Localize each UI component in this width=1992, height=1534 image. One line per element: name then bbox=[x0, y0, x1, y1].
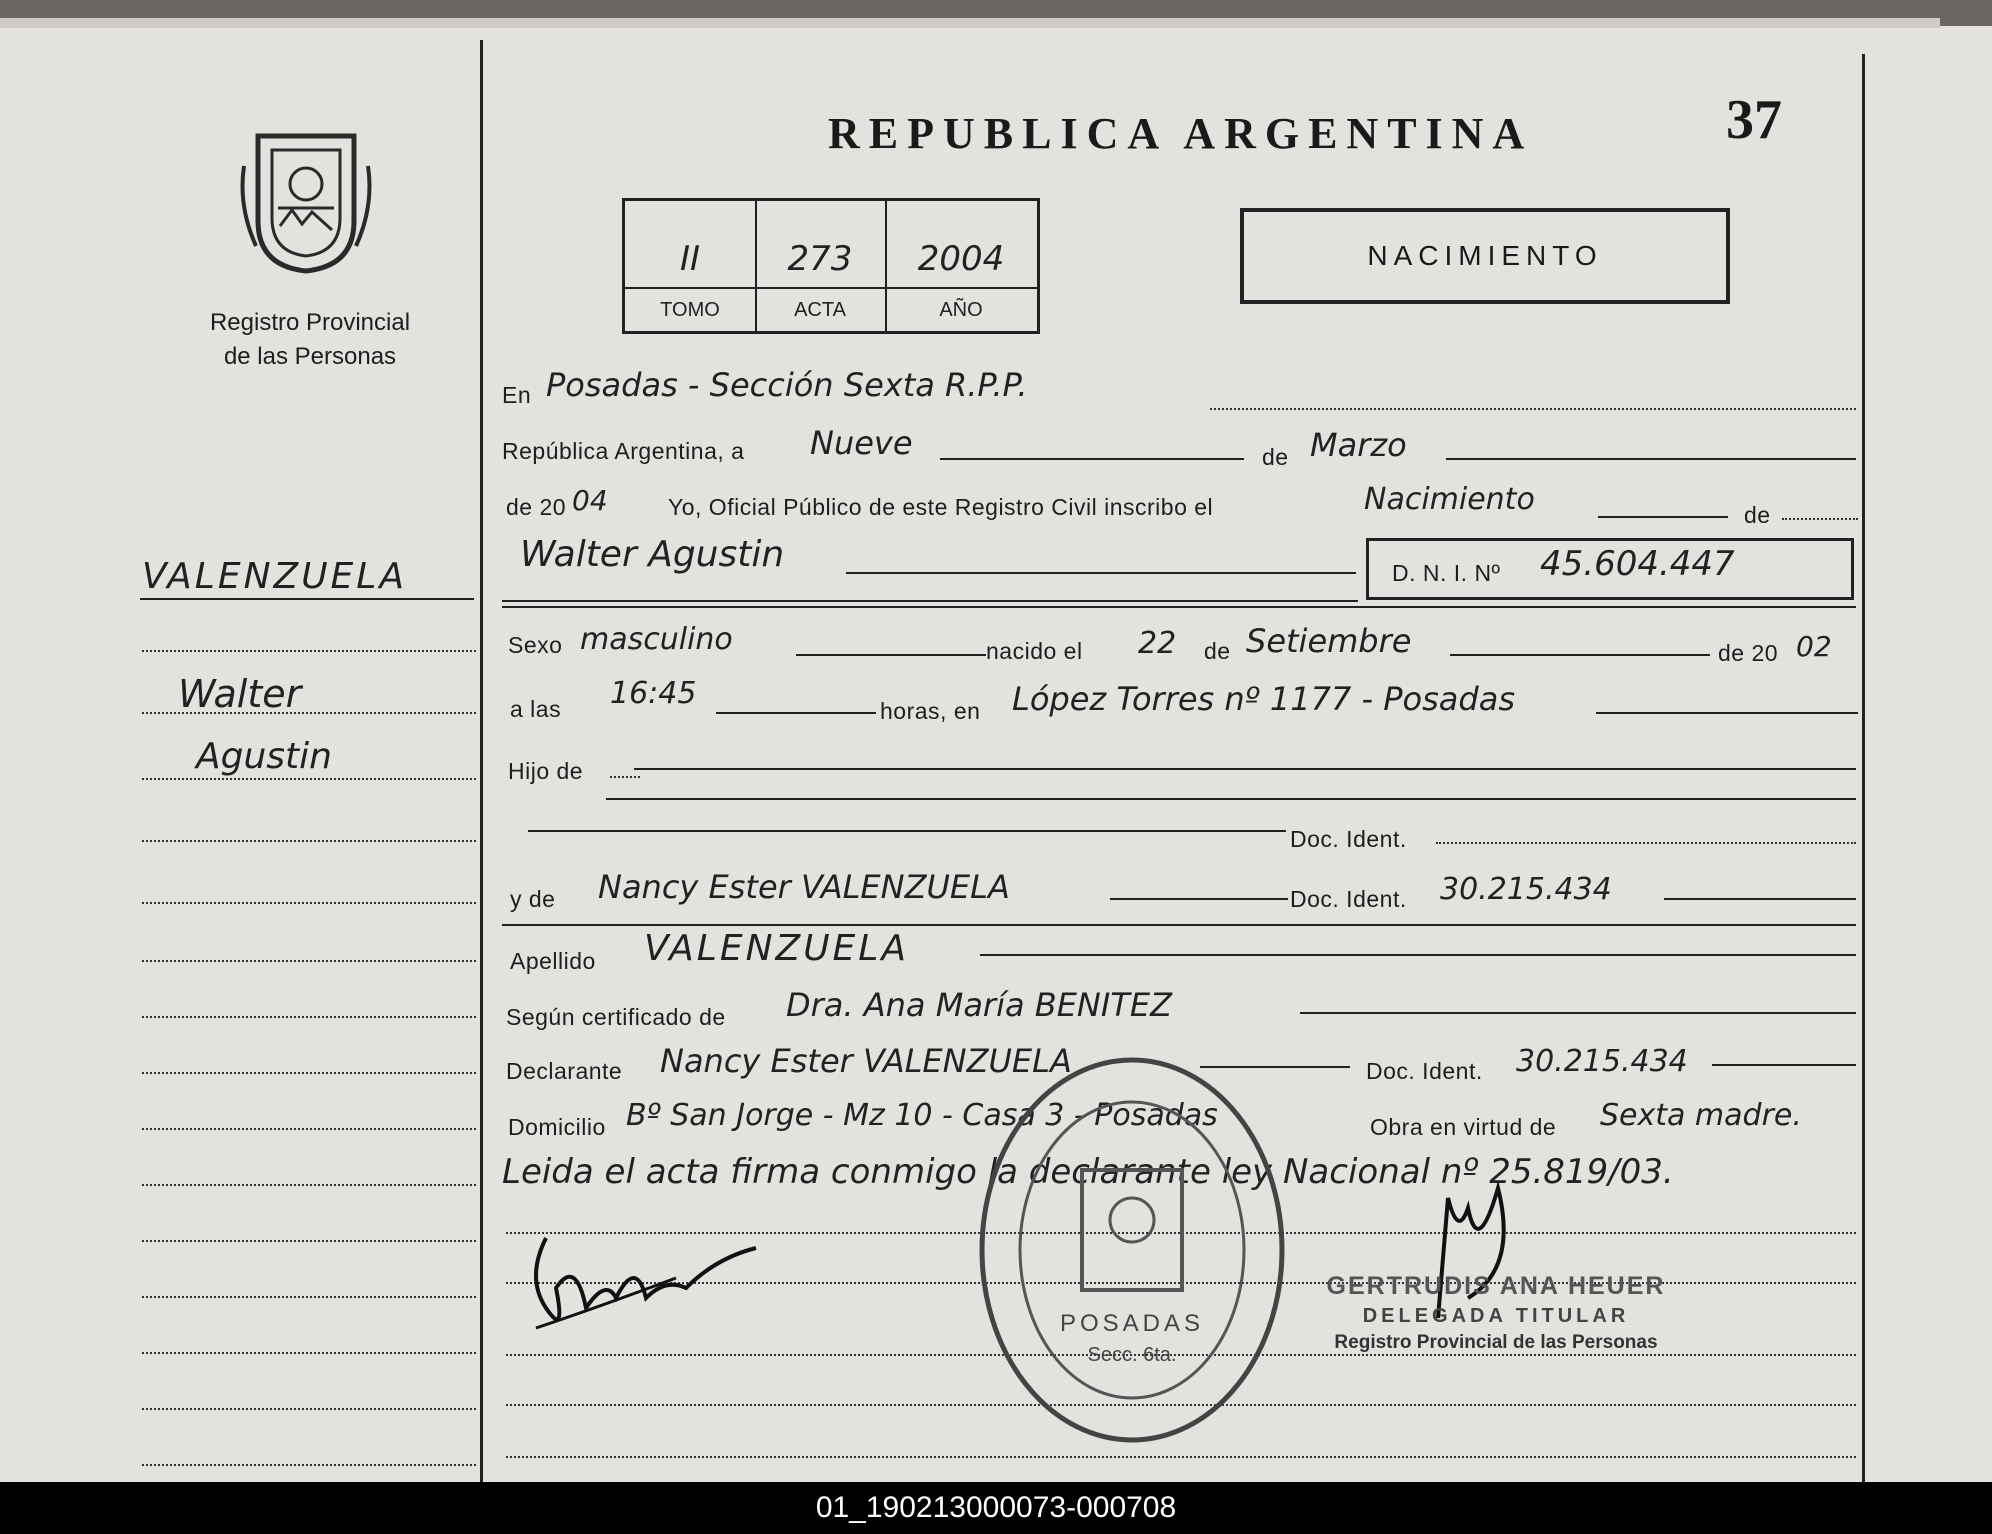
sexo-value: masculino bbox=[580, 622, 733, 657]
margin-dotted-line bbox=[142, 1408, 476, 1410]
day-value: Nueve bbox=[810, 424, 913, 462]
section-rule bbox=[502, 606, 1856, 608]
fill-line bbox=[716, 712, 876, 714]
declarante-value: Nancy Ester VALENZUELA bbox=[660, 1042, 1072, 1080]
domicilio-label: Domicilio bbox=[508, 1114, 606, 1140]
birth-month: Setiembre bbox=[1246, 622, 1412, 660]
mother-name: Nancy Ester VALENZUELA bbox=[598, 868, 1010, 906]
inscribo-value: Nacimiento bbox=[1364, 482, 1535, 517]
apellido-label: Apellido bbox=[510, 948, 596, 974]
margin-dotted-line bbox=[142, 1016, 476, 1018]
acta-label: ACTA bbox=[794, 299, 846, 321]
right-margin-rule bbox=[1862, 54, 1865, 1482]
mother-doc-value: 30.215.434 bbox=[1440, 872, 1612, 907]
declarante-doc-label: Doc. Ident. bbox=[1366, 1058, 1483, 1084]
de-label-3: de bbox=[1204, 638, 1231, 664]
declarante-doc-value: 30.215.434 bbox=[1516, 1044, 1688, 1079]
margin-dotted-line bbox=[142, 778, 476, 780]
year-prefix: de 20 bbox=[506, 494, 567, 520]
tomo-value: II bbox=[679, 239, 701, 279]
fill-line bbox=[940, 458, 1244, 460]
declarante-signature-icon bbox=[516, 1218, 766, 1353]
de-label-2: de bbox=[1744, 502, 1771, 528]
province-seal-icon bbox=[236, 126, 376, 281]
fill-line bbox=[502, 600, 1358, 602]
registry-name-line1: Registro Provincial bbox=[209, 309, 411, 336]
fill-line bbox=[528, 830, 1286, 832]
official-name: GERTRUDIS ANA HEUER bbox=[1326, 1272, 1666, 1300]
mother-doc-label: Doc. Ident. bbox=[1290, 886, 1407, 912]
official-title: DELEGADA TITULAR bbox=[1362, 1305, 1630, 1327]
sexo-label: Sexo bbox=[508, 632, 563, 658]
official-block bbox=[1306, 1272, 1686, 1354]
segun-value: Dra. Ana María BENITEZ bbox=[786, 986, 1172, 1024]
dni-label: D. N. I. Nº bbox=[1392, 560, 1501, 586]
acta-cell bbox=[755, 201, 887, 331]
fill-line bbox=[1436, 842, 1856, 844]
domicilio-value: Bº San Jorge - Mz 10 - Casa 3 - Posadas bbox=[626, 1098, 1218, 1133]
fill-line bbox=[1300, 1012, 1856, 1014]
acta-reference-box bbox=[622, 198, 1040, 334]
anio-value: 2004 bbox=[917, 239, 1005, 279]
official-office: Registro Provincial de las Personas bbox=[1334, 1332, 1658, 1353]
fill-line bbox=[1110, 898, 1288, 900]
hijo-label: Hijo de bbox=[508, 758, 584, 784]
obra-label: Obra en virtud de bbox=[1370, 1114, 1557, 1140]
apellido-value: VALENZUELA bbox=[644, 928, 909, 969]
section-rule bbox=[502, 924, 1856, 926]
a-las-label: a las bbox=[510, 696, 562, 722]
margin-dotted-line bbox=[142, 712, 476, 714]
tomo-label: TOMO bbox=[660, 299, 720, 321]
stamp-text: POSADAS bbox=[1059, 1310, 1205, 1337]
margin-dotted-line bbox=[142, 902, 476, 904]
fill-line bbox=[1446, 458, 1856, 460]
margin-dotted-line bbox=[142, 1072, 476, 1074]
act-type-label: NACIMIENTO bbox=[1367, 240, 1603, 271]
anio-cell bbox=[885, 201, 1037, 331]
segun-label: Según certificado de bbox=[506, 1004, 726, 1030]
margin-dotted-line bbox=[142, 1296, 476, 1298]
fill-line bbox=[846, 572, 1356, 574]
anio-label: AÑO bbox=[939, 299, 983, 321]
margin-surname: VALENZUELA bbox=[142, 556, 407, 597]
margin-dotted-line bbox=[142, 1128, 476, 1130]
page-top-edge bbox=[0, 0, 1992, 26]
stamp-sub: Secc. 6ta. bbox=[1087, 1344, 1177, 1366]
fill-line bbox=[1596, 712, 1858, 714]
tomo-cell bbox=[625, 201, 757, 331]
fill-line bbox=[1210, 408, 1856, 410]
en-value: Posadas - Sección Sexta R.P.P. bbox=[546, 366, 1028, 404]
act-type-box bbox=[1240, 208, 1730, 304]
fill-line bbox=[506, 1456, 1856, 1458]
child-name-value: Walter Agustin bbox=[520, 534, 785, 575]
margin-dotted-line bbox=[142, 1240, 476, 1242]
horas-label: horas, en bbox=[880, 698, 981, 724]
document-title: REPUBLICA ARGENTINA bbox=[828, 109, 1534, 158]
birth-year: 02 bbox=[1796, 630, 1832, 663]
birth-year-prefix: de 20 bbox=[1718, 640, 1779, 666]
fill-line bbox=[610, 776, 640, 778]
fill-line bbox=[796, 654, 986, 656]
margin-dotted-line bbox=[142, 840, 476, 842]
fill-line bbox=[1782, 518, 1858, 520]
acta-value: 273 bbox=[787, 239, 853, 279]
fill-line bbox=[1664, 898, 1856, 900]
margin-dotted-line bbox=[142, 650, 476, 652]
margin-dotted-line bbox=[142, 960, 476, 962]
left-margin-rule bbox=[480, 40, 483, 1482]
fill-line bbox=[980, 954, 1856, 956]
de-label: de bbox=[1262, 444, 1289, 470]
margin-given-name-1: Walter bbox=[178, 672, 302, 716]
oficial-text: Yo, Oficial Público de este Registro Civil inscribo el bbox=[668, 494, 1214, 520]
fill-line bbox=[1450, 654, 1710, 656]
leida-text: Leida el acta firma conmigo la declarante ley Nacional nº 25.819/03. bbox=[502, 1152, 1674, 1192]
month-value: Marzo bbox=[1310, 426, 1407, 464]
birth-hour: 16:45 bbox=[610, 676, 697, 711]
declarante-label: Declarante bbox=[506, 1058, 623, 1084]
birth-place: López Torres nº 1177 - Posadas bbox=[1012, 680, 1515, 718]
official-stamp-icon bbox=[972, 1050, 1292, 1455]
margin-dotted-line bbox=[142, 1352, 476, 1354]
margin-dotted-line bbox=[142, 1184, 476, 1186]
fill-line bbox=[1712, 1064, 1856, 1066]
father-doc-label: Doc. Ident. bbox=[1290, 826, 1407, 852]
fill-line bbox=[1598, 516, 1728, 518]
folio-number: 37 bbox=[1726, 89, 1782, 151]
registry-name bbox=[170, 306, 450, 374]
year-value: 04 bbox=[572, 484, 608, 517]
document-id-caption: 01_190213000073-000708 bbox=[0, 1482, 1992, 1534]
obra-value: Sexta madre. bbox=[1600, 1098, 1802, 1133]
margin-given-name-2: Agustin bbox=[196, 736, 332, 777]
en-label: En bbox=[502, 382, 532, 408]
margin-dotted-line bbox=[142, 1464, 476, 1466]
margin-surname-rule bbox=[140, 598, 474, 600]
y-de-label: y de bbox=[510, 886, 556, 912]
registry-name-line2: de las Personas bbox=[223, 343, 397, 370]
nacido-label: nacido el bbox=[986, 638, 1083, 664]
republica-label: República Argentina, a bbox=[502, 438, 745, 464]
fill-line bbox=[634, 768, 1856, 770]
fill-line bbox=[606, 798, 1856, 800]
dni-value: 45.604.447 bbox=[1540, 544, 1735, 584]
birth-day: 22 bbox=[1138, 626, 1177, 661]
